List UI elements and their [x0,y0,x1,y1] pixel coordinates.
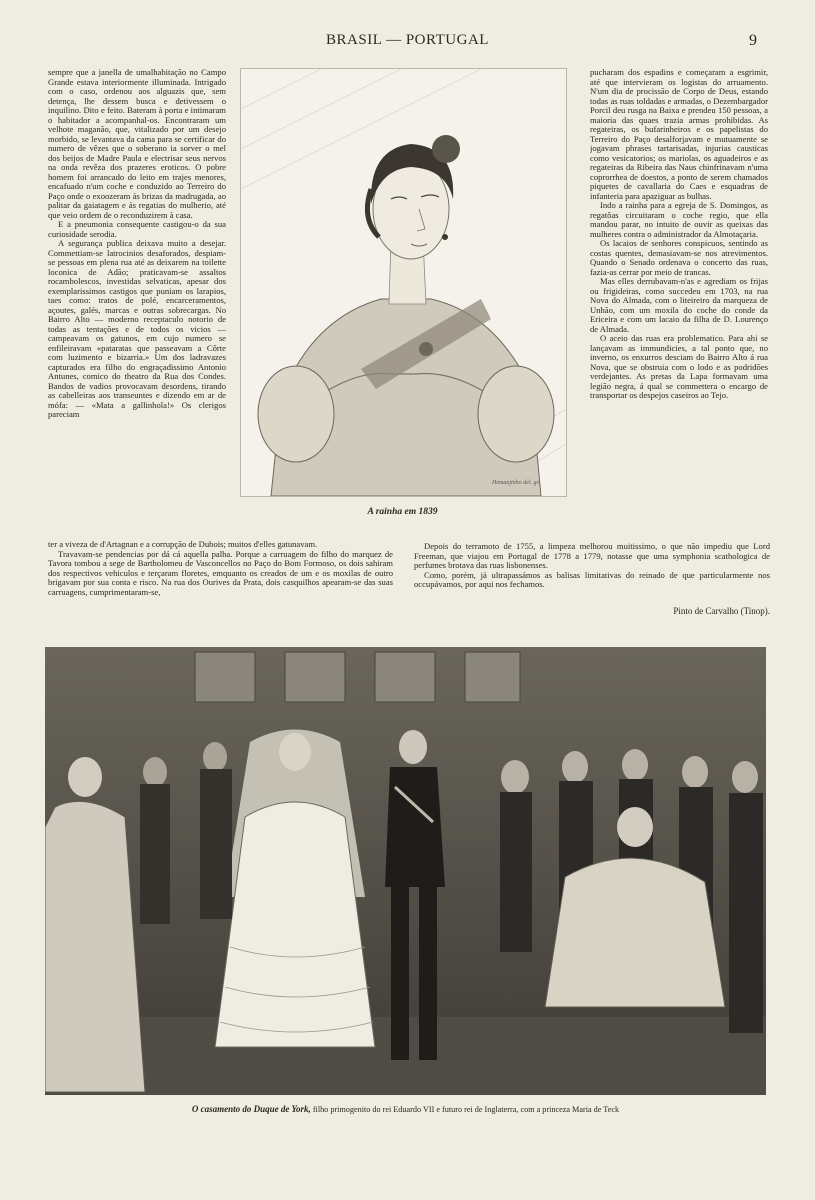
running-title: BRASIL — PORTUGAL [326,32,489,48]
text-column-right [590,68,768,541]
paragraph: Como, porém, já ultrapassámos as balisas limitativas do reinado de que particularmente nos occupávamos, por aqui nos fechamos. [414,569,770,589]
wedding-caption-lead: O casamento do Duque de York, [191,1104,311,1114]
portrait-caption: A rainha em 1839 [367,507,438,517]
paragraph: Travavam-se pendencias por dá cá aquella palha. Porque a carruagem do filho do marquez de Tavora tombou a sege de Bartholomeu de Vasconcellos no Paço do Bom Formoso, os dois sahiram dos respectivos vehiculos e terçaram floretes, emquanto os creados de um e os moxilas de outro brigavam por sua conta e risco. Na rua dos Ourives da Prata, dois casquilhos apearam-se das suas carruagens, cumprimentaram-se, [48,548,393,597]
paragraph: Os lacaios de senhores conspicuos, sentindo as costas quentes, demasiavam-se nos atrevimentos. Quando o Senado ordenava o concerto das ruas, fazia-as cerrar por meio de trancas. [590,238,768,277]
paragraph: ter a viveza de d'Artagnan e a corrupção de Dubois; muitos d'elles gatunavam. [48,540,318,549]
page-header [0,32,815,52]
wedding-caption [45,1104,766,1114]
paragraph: Depois do terramoto de 1755, a limpeza melhorou muitissimo, o que não impediu que Lord Freeman, que viajou em Portugal de 1778 a 1779, notasse que uma symphonia scathologica de perfumes brotava das ruas lisbonenses. [414,542,770,570]
author-signature: Pinto de Carvalho (Tinop). [673,606,770,616]
paragraph: pucharam dos espadins e começaram a esgrimir, até que intervieram os logistas do arruamento. N'um dia de procissão de Corpo de Deus, estando todas as ruas toldadas e armadas, o Dezembargador Porcil deu rusga na Baixa e prendeu 150 pessoas, a maioria das quaes trazia armas prohibidas. As regateiras, os bufarinheiros e os papelistas do Terreiro do Paço desalforjavam e mutuamente se jogavam phrases tartarisadas, injurias causticas como vesicatorios; os mariolas, os aguadeiros e as regateiras da Ribeira das Naus chinfrinavam n'uma coprorrhea de doestos, a ponto de serem chamados piquetes de cavallaria do Caes e esquadras de infanteria para apaziguar as bulhas. [590,68,768,201]
engraver-credit: Hemanjinho del. gr. [492,480,540,486]
wedding-scene [45,647,766,1095]
paragraph: Mas elles derrubavam-n'as e agrediam os frijas ou frigideiras, como succedeu em 1703, na rua Nova do Almada, com o liteireiro da marqueza de Unhão, com um moxila do coche do conde da Ericeira e com um lacaio da filha de D. Lourenço de Almada. [590,276,768,334]
text-column-bottom-right [414,542,770,608]
page-number: 9 [749,32,757,49]
paragraph: sempre que a janella de umalhabitação no Campo Grande estava interiormente illuminada. Intrigado com o caso, ordenou aos alguazis que, sem detença, lhe dessem busca e detivessem o inquilino. Dito e feito. Bateram à porta e intimaram o habitador a acompanhal-os. Encontraram um velhote maganão, que, vitalizado por um desejo morbido, se levantava da cama para se certificar do numero de vêzes que o soberano ia sorver o mel dos beijos de Madre Paula e electrisar seus nervos na onda revêza dos prazeres eroticos. O pobre homem foi arrancado do leito em trajes menores, encafuado n'um coche e conduzido ao Terreiro do Paço onde o exoozeram ás brizas da madrugada, ao palitar da gaiatagem e ás regatias do mulherio, até que veio ordem de o reconduzirem à casa. [48,68,226,220]
text-column-bottom-left [48,540,393,616]
paragraph: Indo a rainha para a egreja de S. Domingos, as regatôas circuitaram o coche regio, que ella mandou parar, no intuito de ouvir as queixas das mulheres contra o administrador da Almotaçaria. [590,200,768,239]
portrait-illustration [241,69,566,496]
royal-wedding-illustration [45,647,766,1095]
paragraph: E a pneumonia consequente castigou-o da sua curiosidade serodia. [48,219,226,239]
paragraph: O aceio das ruas era problematico. Para ahi se lançavam as immundicies, a tal ponto que, no inverno, os enxurros desciam do Bairro Alto á rua Nova, que se obstruia com o lodo e as podridões verdejantes. As pretas da Lapa formavam uma legião negra, á qual se commettera o encargo de transportar os despejos caseiros ao Tejo. [590,333,768,400]
paragraph: A segurança publica deixava muito a desejar. Commettiam-se latrocinios desaforados, despiam-se pessoas em plena rua até as deixarem na toilette loconica de Adão; praticavam-se assaltos rocambolescos, investidas selvaticas, apesar dos exemplarissimos castigos que puniam os larapios, taes como: tratos de polé, encarceramentos, açoutes, galés, marcas e outras sobrecargas. No Bairro Alto — moderno receptaculo notorio de todas as tentações e de todos os vicios — campeavam os gatunos, em cujo numero se enfileiravam «pataratas que passeavam a Côrte com luzimento e bizarria.» Um dos ladravazes capturados era filho do engraçadissimo Antonio Antunes, comico do theatro da Rua dos Condes. Bandos de vadios provocavam desordens, tirando as cabelleiras aos transeuntes e dizendo em ar de mófa: — «Mata a gallinhola!» Os clerigos pareciam [48,238,226,419]
queen-portrait-engraving [240,68,567,497]
text-column-left [48,68,226,540]
wedding-caption-rest: filho primogenito do rei Eduardo VII e futuro rei de Inglaterra, com a princeza Maria de Teck [310,1105,620,1114]
